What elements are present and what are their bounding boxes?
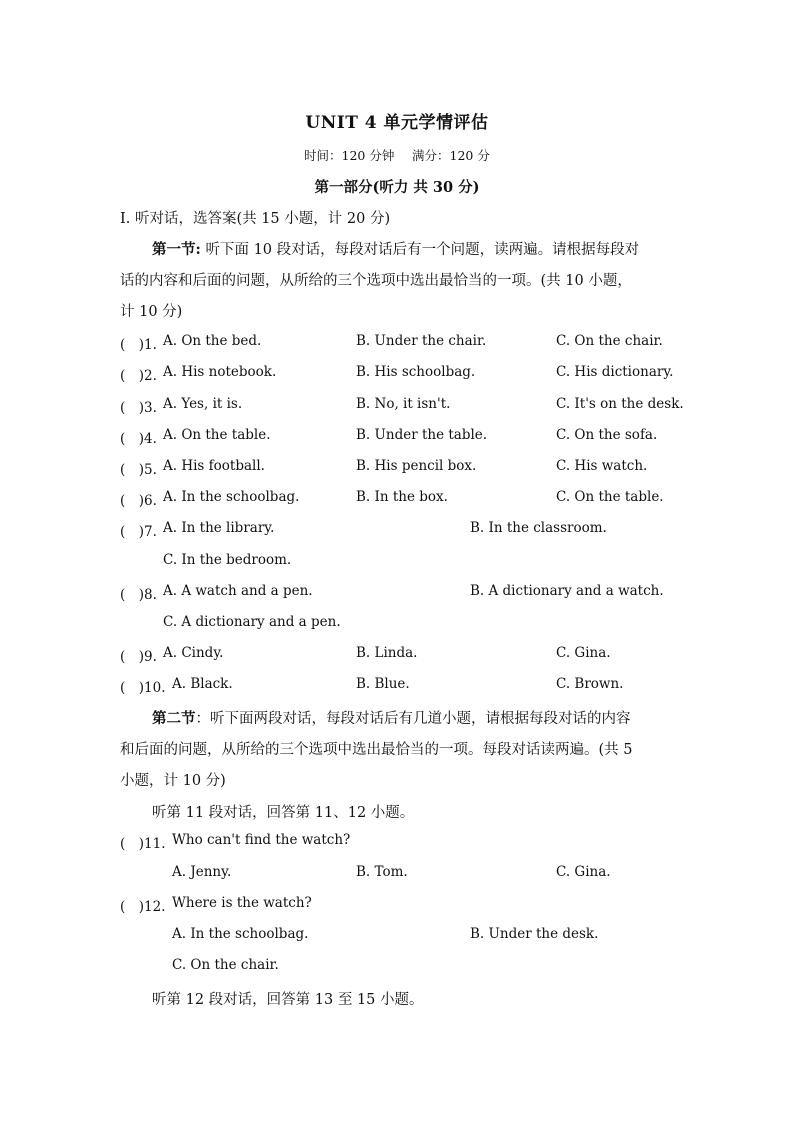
option-a: A. On the bed.	[163, 333, 262, 349]
subsection2-line2: 和后面的问题，从所给的三个选项中选出最恰当的一项。每段对话读两遍。(共 5	[120, 742, 633, 758]
option-a: A. Cindy.	[163, 645, 224, 661]
option-b: B. His schoolbag.	[356, 364, 476, 380]
question-number: ( )3.	[120, 400, 157, 416]
option-a: A. In the schoolbag.	[163, 489, 300, 505]
question-number: ( )8.	[120, 587, 157, 603]
subsection1-label: 第一节:	[152, 241, 201, 258]
question-number: ( )6.	[120, 493, 157, 509]
option-b: B. His pencil box.	[356, 458, 477, 474]
option-b: B. Tom.	[356, 864, 408, 880]
option-a: A. Black.	[172, 676, 233, 692]
option-a: A. A watch and a pen.	[163, 583, 313, 599]
option-c: C. Gina.	[556, 645, 611, 661]
question-number: ( )1.	[120, 337, 157, 353]
option-b: B. In the box.	[356, 489, 448, 505]
option-b: B. Blue.	[356, 676, 410, 692]
question-stem: Who can't find the watch?	[172, 832, 351, 848]
option-b: B. Linda.	[356, 645, 418, 661]
question-number: ( )7.	[120, 524, 157, 540]
option-b: B. Under the desk.	[470, 926, 599, 942]
option-b: B. In the classroom.	[470, 520, 607, 536]
score-label: 满分：120 分	[412, 148, 490, 163]
option-c: C. On the chair.	[556, 333, 663, 349]
option-a: A. In the schoolbag.	[172, 926, 309, 942]
option-c: C. His watch.	[556, 458, 648, 474]
option-a: A. On the table.	[163, 427, 271, 443]
time-label: 时间：120 分钟	[304, 148, 395, 163]
option-c: C. A dictionary and a pen.	[163, 614, 341, 630]
dialogue12-intro: 听第 12 段对话，回答第 13 至 15 小题。	[152, 992, 424, 1008]
option-a: A. In the library.	[163, 520, 275, 536]
option-a: A. Yes, it is.	[163, 396, 243, 412]
question-number: ( )5.	[120, 462, 157, 478]
subsection2-line1: 第二节：听下面两段对话，每段对话后有几道小题，请根据每段对话的内容	[152, 710, 631, 727]
option-a: A. His football.	[163, 458, 265, 474]
question-number: ( )11.	[120, 836, 166, 852]
subsection2-label: 第二节	[152, 710, 196, 727]
option-c: C. On the chair.	[172, 957, 279, 973]
dialogue11-intro: 听第 11 段对话，回答第 11、12 小题。	[152, 805, 415, 821]
option-c: C. It's on the desk.	[556, 396, 684, 412]
option-a: A. Jenny.	[172, 864, 232, 880]
option-b: B. No, it isn't.	[356, 396, 451, 412]
question-number: ( )12.	[120, 899, 166, 915]
option-c: C. On the table.	[556, 489, 664, 505]
option-c: C. His dictionary.	[556, 364, 674, 380]
option-b: B. Under the chair.	[356, 333, 487, 349]
question-number: ( )9.	[120, 649, 157, 665]
page-title: UNIT 4 单元学情评估	[305, 113, 489, 133]
question-stem: Where is the watch?	[172, 895, 312, 911]
option-b: B. A dictionary and a watch.	[470, 583, 664, 599]
part-one-heading: 第一部分(听力 共 30 分)	[314, 179, 480, 196]
section-one-heading: Ⅰ. 听对话，选答案(共 15 小题，计 20 分)	[120, 211, 391, 227]
question-number: ( )10.	[120, 680, 166, 696]
subsection1-line2: 话的内容和后面的问题，从所给的三个选项中选出最恰当的一项。(共 10 小题，	[120, 273, 632, 289]
option-c: C. Brown.	[556, 676, 624, 692]
question-number: ( )2.	[120, 368, 157, 384]
subsection1-line1: 第一节: 听下面 10 段对话，每段对话后有一个问题，读两遍。请根据每段对	[152, 241, 640, 258]
option-c: C. On the sofa.	[556, 427, 658, 443]
question-number: ( )4.	[120, 431, 157, 447]
option-c: C. In the bedroom.	[163, 552, 292, 568]
subsection1-line3: 计 10 分)	[120, 304, 183, 320]
option-c: C. Gina.	[556, 864, 611, 880]
option-b: B. Under the table.	[356, 427, 488, 443]
subsection2-line3: 小题，计 10 分)	[120, 773, 226, 789]
option-a: A. His notebook.	[163, 364, 277, 380]
